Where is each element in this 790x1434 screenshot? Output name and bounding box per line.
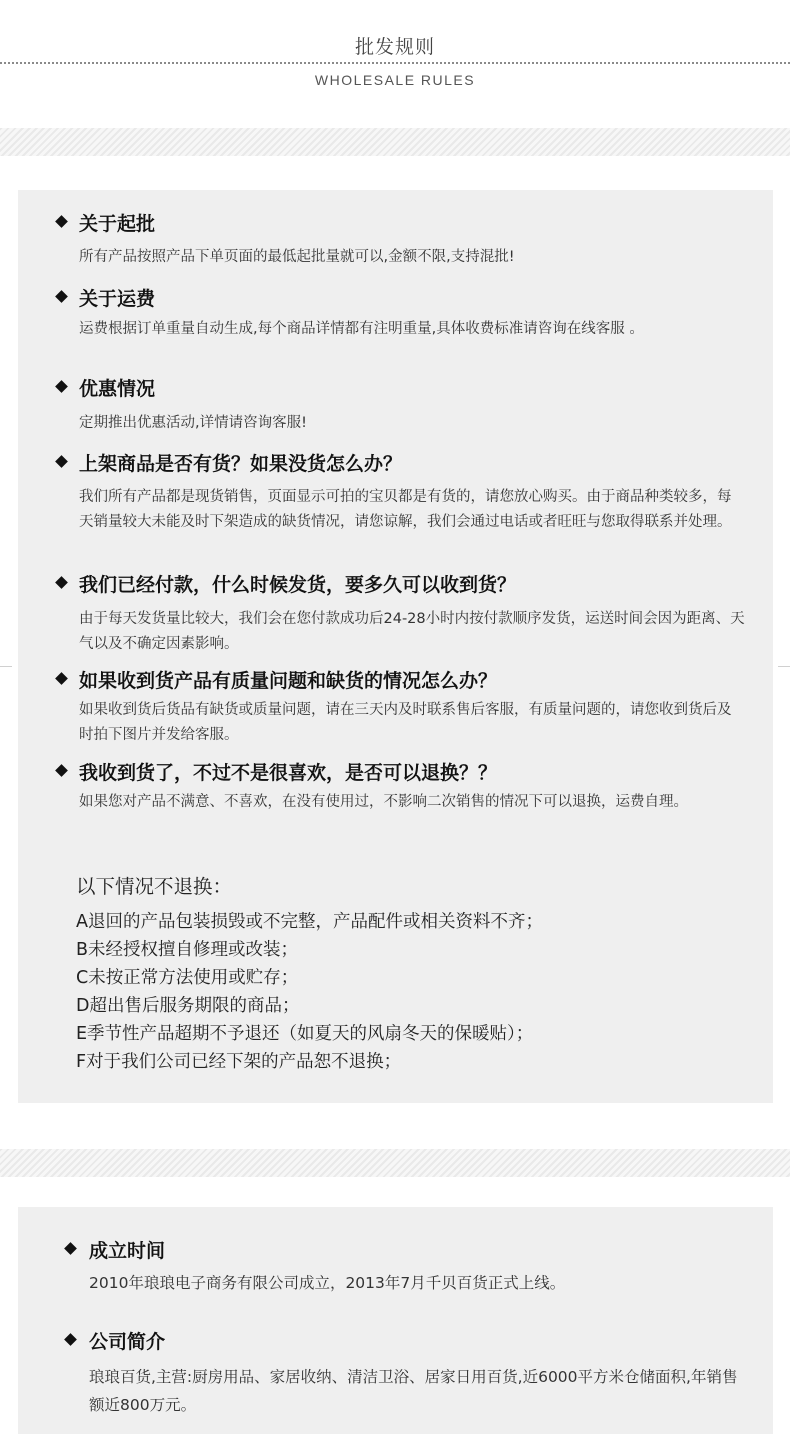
rule-title: 我们已经付款，什么时候发货，要多久可以收到货？ [79,574,517,596]
intro-body: 琅琅百货,主营:厨房用品、家居收纳、清洁卫浴、居家日用百货,近6000平方米仓储面积,年销售额近800万元。 [89,1368,738,1414]
founding-body: 2010年琅琅电子商务有限公司成立，2013年7月千贝百货正式上线。 [89,1274,566,1292]
rule-body: 由于每天发货量比较大，我们会在您付款成功后24-28小时内按付款顺序发货，运送时间会因为距离、天气以及不确定因素影响。 [79,611,745,652]
rule-title: 上架商品是否有货？如果没货怎么办？ [79,453,403,475]
list-item: F对于我们公司已经下架的产品恕不退换； [76,1052,402,1072]
rule-title: 如果收到货产品有质量问题和缺货的情况怎么办？ [79,670,498,692]
list-item: B未经授权擅自修理或改装； [76,940,299,960]
rule-title: 关于运费 [79,288,156,310]
founding-title: 成立时间 [89,1240,166,1262]
page-subtitle: WHOLESALE RULES [314,72,476,88]
rule-body: 运费根据订单重量自动生成,每个商品详情都有注明重量,具体收费标准请咨询在线客服 。 [79,321,644,337]
rule-body: 定期推出优惠活动,详情请咨询客服! [79,415,307,431]
dotted-divider [0,62,790,64]
rule-body: 所有产品按照产品下单页面的最低起批量就可以,金额不限,支持混批! [79,249,515,265]
rule-body: 如果您对产品不满意、不喜欢，在没有使用过，不影响二次销售的情况下可以退换，运费自理。 [79,794,688,810]
page-title: 批发规则 [354,36,435,58]
list-item: C未按正常方法使用或贮存； [76,968,299,988]
rule-title: 关于起批 [79,213,156,235]
list-item: D超出售后服务期限的商品； [76,996,300,1016]
edge-tick [778,666,790,667]
no-return-list [76,908,716,1076]
stripe-divider [0,1149,790,1177]
list-item: A退回的产品包装损毁或不完整，产品配件或相关资料不齐； [76,912,543,932]
stripe-divider [0,128,790,156]
list-item: E季节性产品超期不予退还（如夏天的风扇冬天的保暖贴）； [76,1024,534,1044]
intro-title: 公司简介 [89,1331,166,1353]
rule-title: 优惠情况 [79,378,156,400]
rule-body: 我们所有产品都是现货销售，页面显示可拍的宝贝都是有货的，请您放心购买。由于商品种类较多，每天销量较大未能及时下架造成的缺货情况，请您谅解，我们会通过电话或者旺旺与您取得联系并处理。 [79,489,732,530]
edge-tick [0,666,12,667]
rule-body: 如果收到货后货品有缺货或质量问题，请在三天内及时联系售后客服，有质量问题的，请您收到货后及时拍下图片并发给客服。 [79,702,732,743]
rule-title: 我收到货了，不过不是很喜欢，是否可以退换？？ [79,762,498,784]
no-return-title: 以下情况不退换： [76,875,233,898]
header [0,0,790,125]
